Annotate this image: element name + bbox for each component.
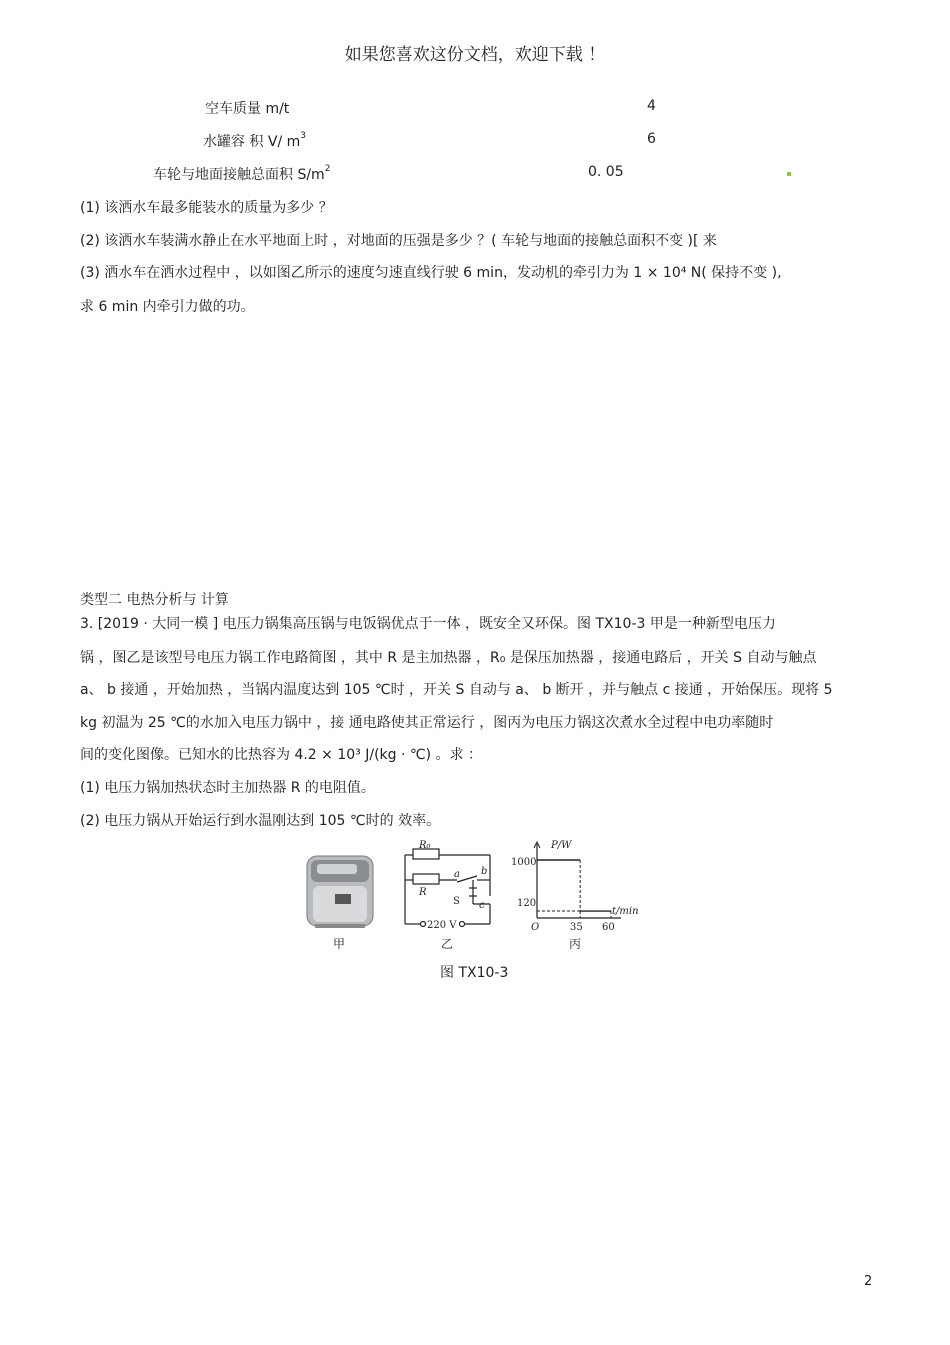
table-row-label: 空车质量 m/t — [205, 101, 290, 117]
label-s: S — [453, 896, 460, 907]
question-line: a、 b 接通 ，开始加热 ，当锅内温度达到 105 ℃时 ，开关 S 自动与 a、 b 断开 ，并与触点 c 接通 ，开始保压。现将 5 — [80, 682, 833, 698]
graph-origin: O — [531, 922, 540, 933]
circuit-diagram — [405, 849, 490, 927]
question-line: 锅 ，图乙是该型号电压力锅工作电路简图 ，其中 R 是主加热器 ，R₀ 是保压加热器 ，接通电路后 ，开关 S 自动与触点 — [80, 650, 817, 666]
question-line: (2) 电压力锅从开始运行到水温刚达到 105 ℃时的 效率。 — [80, 813, 441, 829]
question-line: (1) 该洒水车最多能装水的质量为多少 ？ — [80, 200, 333, 216]
table-row-label: 水罐容 积 V/ $m^3$ — [203, 131, 307, 150]
table-row-value: 4 — [647, 98, 656, 114]
graph-ylabel: P/W — [551, 840, 572, 851]
page-header: 如果您喜欢这份文档，欢迎下载 ！ — [344, 45, 606, 65]
power-time-graph — [534, 842, 621, 918]
figure-tx10-3 — [305, 838, 643, 953]
label-c: c — [479, 900, 485, 911]
question-line: 间的变化图像。已知水的比热容为 4.2 × 10³ J/(kg · ℃) 。求 ： — [80, 747, 482, 763]
section-title: 类型二 电热分析与 计算 — [80, 592, 229, 608]
label-jia: 甲 — [333, 937, 346, 951]
table-row-value: 0. 05 — [588, 164, 624, 180]
question-line: (1) 电压力锅加热状态时主加热器 R 的电阻值。 — [80, 780, 375, 796]
question-line: 求 6 min 内牵引力做的功。 — [80, 299, 255, 315]
table-row-label: 车轮与地面接触总面积 $S/m^2$ — [153, 164, 331, 183]
graph-ytick-1000: 1000 — [511, 857, 537, 868]
stray-dot — [787, 172, 791, 176]
table-row-value: 6 — [647, 131, 656, 147]
page-number: 2 — [864, 1274, 873, 1289]
label-yi: 乙 — [441, 937, 454, 951]
graph-xtick-35: 35 — [570, 922, 583, 933]
graph-ytick-120: 120 — [517, 898, 537, 909]
question-line: (3) 洒水车在洒水过程中 ，以如图乙所示的速度匀速直线行驶 6 min，发动机的牵引力为 1 × 10⁴ N( 保持不变 ), — [80, 265, 782, 281]
graph-xlabel: t/min — [612, 906, 639, 917]
label-r: R — [419, 887, 427, 898]
label-a: a — [454, 869, 460, 880]
pressure-cooker-image — [307, 856, 373, 928]
label-bing: 丙 — [569, 937, 582, 951]
question-line: 3. [2019 · 大同一模 ] 电压力锅集高压锅与电饭锅优点于一体 ，既安全又环保。图 TX10-3 甲是一种新型电压力 — [80, 616, 776, 632]
label-r0: R₀ — [419, 840, 431, 851]
label-b: b — [481, 866, 488, 877]
question-line: kg 初温为 25 ℃的水加入电压力锅中 ，接 通电路使其正常运行 ，图丙为电压力锅这次煮水全过程中电功率随时 — [80, 715, 774, 731]
question-line: (2) 该洒水车装满水静止在水平地面上时 ，对地面的压强是多少 ？( 车轮与地面的接触总面积不变 )[ 来 — [80, 233, 717, 249]
figure-caption: 图 TX10-3 — [440, 965, 509, 981]
graph-xtick-60: 60 — [602, 922, 615, 933]
label-source: 220 V — [427, 920, 457, 931]
